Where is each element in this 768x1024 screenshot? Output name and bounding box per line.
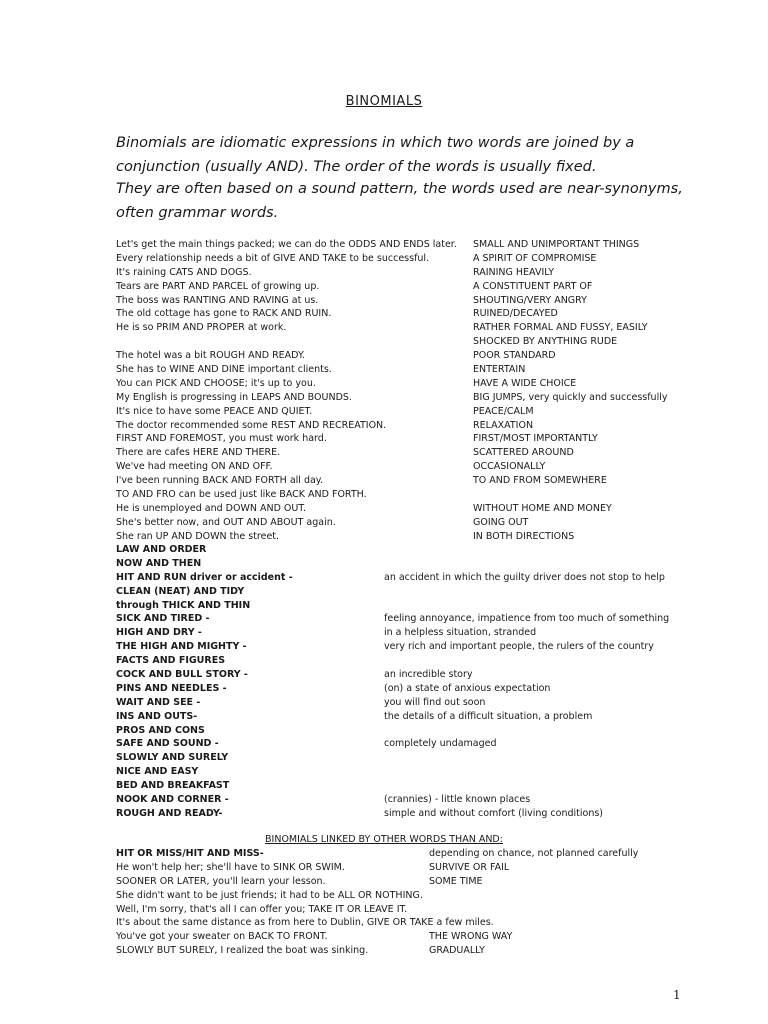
meaning-line: WITHOUT HOME AND MONEY: [473, 502, 612, 514]
example-line: Well, I'm sorry, that's all I can offer you; TAKE IT OR LEAVE IT.: [116, 903, 408, 915]
meaning-line: TO AND FROM SOMEWHERE: [473, 475, 607, 487]
meaning-line: simple and without comfort (living conditions): [384, 807, 603, 819]
meaning-line: [384, 543, 669, 557]
meaning-line: feeling annoyance, impatience from too much of something: [384, 613, 670, 625]
meaning-line: in a helpless situation, stranded: [384, 627, 537, 639]
example-line: The hotel was a bit ROUGH AND READY.: [116, 350, 305, 362]
meaning-line: you will find out soon: [384, 696, 486, 708]
meaning-line: (crannies) - little known places: [384, 794, 531, 806]
meaning-line: RAINING HEAVILY: [473, 266, 555, 278]
meaning-line: (on) a state of anxious expectation: [384, 682, 551, 694]
meaning-line: very rich and important people, the rulers of the country: [384, 641, 654, 653]
example-line: He is unemployed and DOWN AND OUT.: [116, 502, 307, 514]
example-line: Tears are PART AND PARCEL of growing up.: [116, 280, 320, 292]
phrase-line: PINS AND NEEDLES -: [116, 682, 227, 694]
example-line: You can PICK AND CHOOSE; it's up to you.: [116, 377, 316, 389]
meaning-line: [384, 724, 669, 738]
meaning-line: [384, 751, 669, 765]
page-title: BINOMIALS: [345, 94, 423, 109]
other-words-heading: BINOMIALS LINKED BY OTHER WORDS THAN AND:: [265, 834, 503, 845]
phrase-line: SICK AND TIRED -: [116, 613, 210, 625]
example-line: It's nice to have some PEACE AND QUIET.: [116, 405, 313, 417]
meaning-line: FIRST/MOST IMPORTANTLY: [473, 433, 598, 445]
meaning-line: THE WRONG WAY: [429, 931, 513, 943]
phrase-line: INS AND OUTS-: [116, 710, 198, 722]
example-line: The boss was RANTING AND RAVING at us.: [116, 294, 319, 306]
example-line: FIRST AND FOREMOST, you must work hard.: [116, 433, 327, 445]
example-line: HIT OR MISS/HIT AND MISS-: [116, 848, 264, 859]
example-line: You've got your sweater on BACK TO FRONT.: [116, 931, 328, 943]
phrase-line: ROUGH AND READY-: [116, 807, 223, 819]
meaning-line: SCATTERED AROUND: [473, 447, 574, 459]
meaning-line: SOME TIME: [429, 875, 483, 887]
example-line: There are cafes HERE AND THERE.: [116, 447, 281, 459]
phrase-line: THE HIGH AND MIGHTY -: [116, 641, 247, 653]
meaning-line: [429, 889, 638, 903]
meaning-line: RUINED/DECAYED: [473, 308, 558, 320]
meaning-line: the details of a difficult situation, a problem: [384, 710, 593, 722]
meanings-group-4: [429, 847, 638, 958]
meaning-line: IN BOTH DIRECTIONS: [473, 530, 575, 542]
example-line: It's raining CATS AND DOGS.: [116, 266, 252, 278]
meaning-line: [384, 765, 669, 779]
example-line: He won't help her; she'll have to SINK OR SWIM.: [116, 861, 345, 873]
meaning-line: [384, 585, 669, 599]
example-line: My English is progressing in LEAPS AND BOUNDS.: [116, 391, 352, 403]
meaning-line: BIG JUMPS, very quickly and successfully: [473, 391, 668, 403]
phrase-line: BED AND BREAKFAST: [116, 780, 230, 792]
meaning-line: PEACE/CALM: [473, 405, 534, 417]
example-line: SLOWLY BUT SURELY, I realized the boat was sinking.: [116, 945, 369, 957]
example-line: He is so PRIM AND PROPER at work.: [116, 322, 287, 334]
intro-paragraph-1: Binomials are idiomatic expressions in which two words are joined by a conjunction (usually AND). The order of the words is usually fixed.: [116, 135, 635, 175]
phrase-line: SLOWLY AND SURELY: [116, 752, 229, 764]
meaning-line: depending on chance, not planned carefully: [429, 848, 639, 859]
example-line: The doctor recommended some REST AND RECREATION.: [116, 419, 387, 431]
meaning-line: completely undamaged: [384, 738, 497, 750]
meaning-line: an incredible story: [384, 669, 473, 681]
example-line: I've been running BACK AND FORTH all day.: [116, 475, 324, 487]
meaning-line: [384, 599, 669, 613]
meaning-line: GOING OUT: [473, 516, 529, 528]
meaning-line: [384, 557, 669, 571]
meaning-line: [429, 903, 638, 917]
phrase-line: NICE AND EASY: [116, 766, 199, 778]
example-line: The old cottage has gone to RACK AND RUIN.: [116, 308, 332, 320]
phrase-line: SAFE AND SOUND -: [116, 738, 219, 750]
page-number: 1: [673, 988, 681, 1002]
phrase-line: NOW AND THEN: [116, 557, 202, 569]
meanings-group-3: [384, 543, 669, 821]
meaning-line: GRADUALLY: [429, 945, 485, 957]
meaning-line: an accident in which the guilty driver does not stop to help: [384, 571, 665, 583]
phrases-group-3: [116, 543, 293, 821]
example-line: Let's get the main things packed; we can do the ODDS AND ENDS later.: [116, 239, 457, 250]
meaning-line: RELAXATION: [473, 419, 534, 431]
meanings-group-1: [473, 238, 667, 544]
meaning-line: SHOCKED BY ANYTHING RUDE: [473, 336, 618, 348]
phrase-line: LAW AND ORDER: [116, 544, 207, 555]
phrase-line: PROS AND CONS: [116, 724, 205, 736]
phrase-line: HIGH AND DRY -: [116, 627, 202, 639]
phrase-line: WAIT AND SEE -: [116, 696, 201, 708]
intro-paragraph-2: They are often based on a sound pattern, the words used are near-synonyms, often grammar words.: [116, 181, 683, 221]
meaning-line: RATHER FORMAL AND FUSSY, EASILY: [473, 322, 648, 334]
example-line: Every relationship needs a bit of GIVE AND TAKE to be successful.: [116, 252, 430, 264]
example-line: TO AND FRO can be used just like BACK AND FORTH.: [116, 489, 367, 501]
meaning-line: [384, 654, 669, 668]
meaning-line: ENTERTAIN: [473, 364, 526, 376]
meaning-line: [473, 488, 667, 502]
phrase-line: NOOK AND CORNER -: [116, 794, 229, 806]
example-line: We've had meeting ON AND OFF.: [116, 461, 273, 473]
example-line: It's about the same distance as from here to Dublin, GIVE OR TAKE a few miles.: [116, 917, 494, 929]
meaning-line: SHOUTING/VERY ANGRY: [473, 294, 587, 306]
meaning-line: POOR STANDARD: [473, 350, 556, 362]
example-line: She's better now, and OUT AND ABOUT again.: [116, 516, 336, 528]
phrase-line: through THICK AND THIN: [116, 599, 251, 611]
phrase-line: COCK AND BULL STORY -: [116, 669, 248, 681]
meaning-line: OCCASIONALLY: [473, 461, 546, 473]
example-line: SOONER OR LATER, you'll learn your lesson.: [116, 875, 326, 887]
meaning-line: [384, 779, 669, 793]
phrase-line: FACTS AND FIGURES: [116, 655, 226, 667]
example-line: She has to WINE AND DINE important clients.: [116, 364, 332, 376]
meaning-line: [429, 916, 638, 930]
examples-group-1: [116, 238, 457, 544]
meaning-line: HAVE A WIDE CHOICE: [473, 377, 577, 389]
meaning-line: SMALL AND UNIMPORTANT THINGS: [473, 239, 640, 250]
meaning-line: A CONSTITUENT PART OF: [473, 280, 593, 292]
meaning-line: A SPIRIT OF COMPROMISE: [473, 252, 597, 264]
phrase-line: CLEAN (NEAT) AND TIDY: [116, 585, 245, 597]
example-line: She didn't want to be just friends; it had to be ALL OR NOTHING.: [116, 889, 423, 901]
example-line: She ran UP AND DOWN the street.: [116, 530, 280, 542]
phrase-line: HIT AND RUN driver or accident -: [116, 571, 293, 583]
meaning-line: SURVIVE OR FAIL: [429, 861, 510, 873]
